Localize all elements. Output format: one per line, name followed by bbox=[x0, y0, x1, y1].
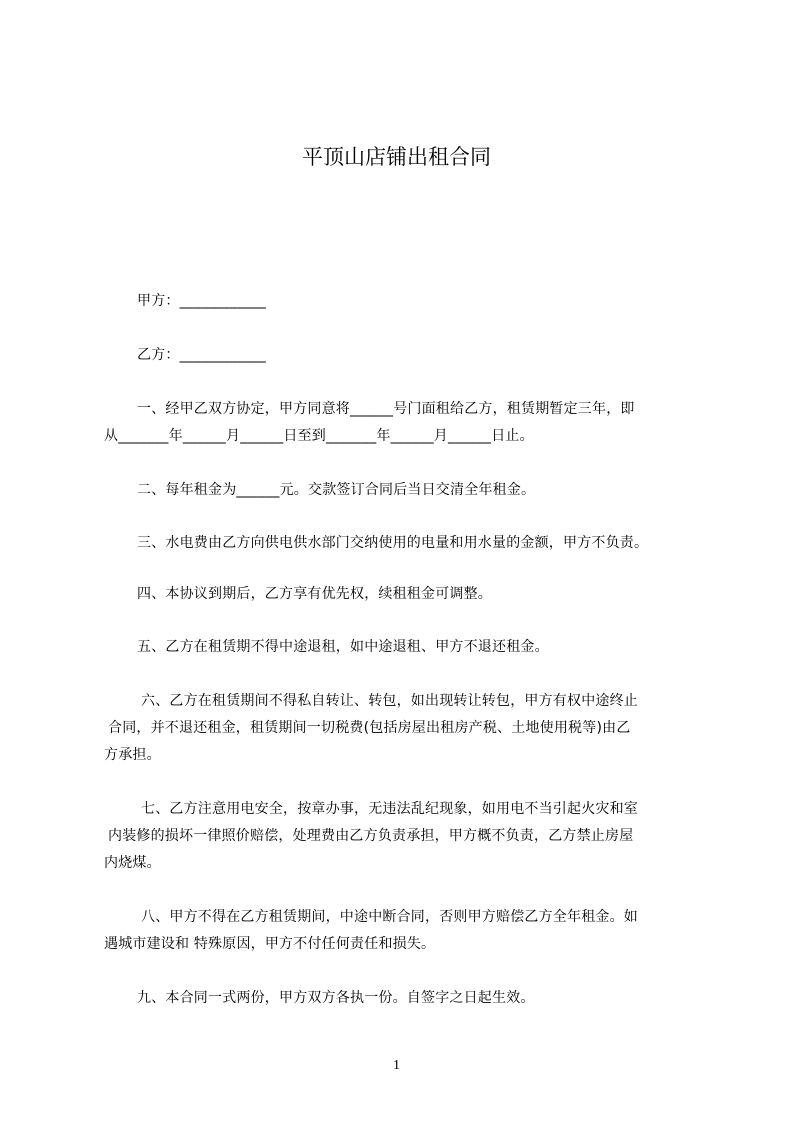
clause-line: 六、乙方在租赁期间不得私自转让、转包，如出现转让转包，甲方有权中途终止 bbox=[141, 693, 638, 709]
clause-line: 二、每年租金为______元。交款签订合同后当日交清全年租金。 bbox=[137, 482, 536, 498]
clause-line: 八、甲方不得在乙方租赁期间，中途中断合同，否则甲方赔偿乙方全年租金。如 bbox=[141, 909, 638, 925]
clause-line: 合同，并不退还租金，租赁期间一切税费(包括房屋出租房产税、土地使用税等)由乙 bbox=[108, 720, 631, 736]
clause-line: 内烧煤。 bbox=[104, 855, 161, 871]
clause-line: 遇城市建设和 特殊原因，甲方不付任何责任和损失。 bbox=[104, 936, 436, 952]
page-number: 1 bbox=[393, 1058, 400, 1073]
clause-line: 从_______年______月______日至到_______年______月______日止。 bbox=[104, 428, 534, 444]
clause-line: 一、经甲乙双方协定，甲方同意将______号门面租给乙方，租赁期暂定三年，即 bbox=[137, 401, 635, 417]
clause-line: 五、乙方在租赁期不得中途退租，如中途退租、甲方不退还租金。 bbox=[137, 639, 549, 655]
clause-line: 九、本合同一式两份，甲方双方各执一份。自签字之日起生效。 bbox=[137, 990, 535, 1006]
clause-line: 方承担。 bbox=[104, 747, 161, 763]
clause-line: 内装修的损坏一律照价赔偿，处理费由乙方负责承担，甲方概不负责，乙方禁止房屋 bbox=[108, 828, 634, 844]
clause-line: 四、本协议到期后，乙方享有优先权，续租租金可调整。 bbox=[137, 586, 492, 602]
party-b-line: 乙方：____________ bbox=[137, 347, 266, 363]
document-title: 平顶山店铺出租合同 bbox=[302, 145, 491, 169]
party-a-line: 甲方：____________ bbox=[137, 293, 266, 309]
clause-line: 三、水电费由乙方向供电供水部门交纳使用的电量和用水量的金额，甲方不负责。 bbox=[137, 535, 649, 551]
clause-line: 七、乙方注意用电安全，按章办事，无违法乱纪现象，如用电不当引起火灾和室 bbox=[141, 801, 638, 817]
